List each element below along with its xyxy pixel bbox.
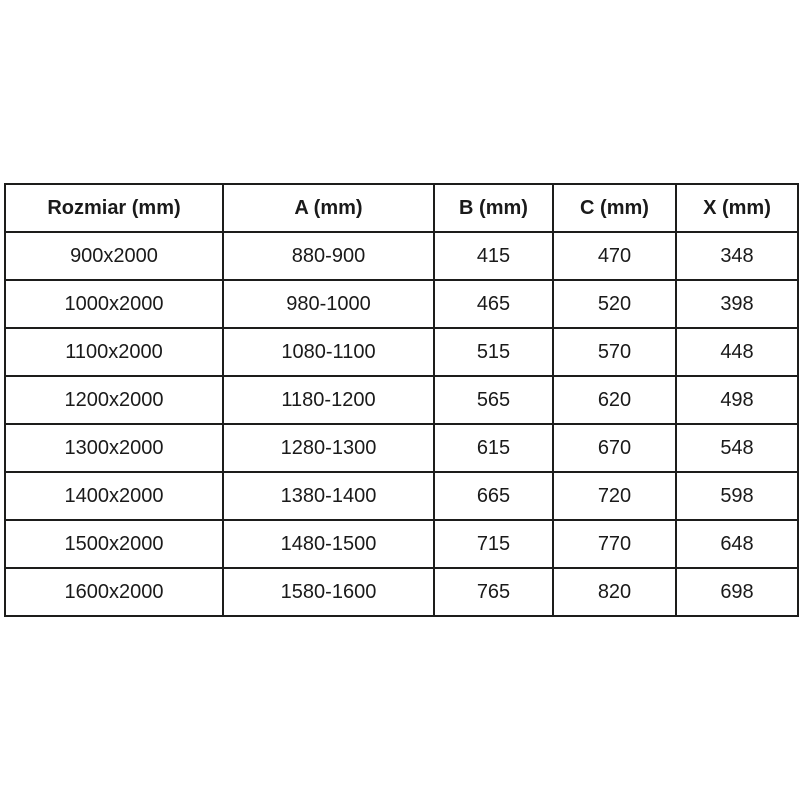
- table-row: [5, 568, 798, 616]
- column-header-x: X (mm): [676, 184, 798, 232]
- cell-rozmiar: 1300x2000: [5, 424, 223, 472]
- cell-b: 565: [434, 376, 553, 424]
- cell-x: 448: [676, 328, 798, 376]
- cell-x: 548: [676, 424, 798, 472]
- cell-x: 648: [676, 520, 798, 568]
- cell-x: 598: [676, 472, 798, 520]
- cell-a: 1280-1300: [223, 424, 434, 472]
- cell-c: 520: [553, 280, 676, 328]
- cell-rozmiar: 1100x2000: [5, 328, 223, 376]
- cell-a: 1580-1600: [223, 568, 434, 616]
- cell-b: 515: [434, 328, 553, 376]
- cell-c: 770: [553, 520, 676, 568]
- cell-b: 765: [434, 568, 553, 616]
- cell-c: 570: [553, 328, 676, 376]
- cell-a: 1380-1400: [223, 472, 434, 520]
- cell-rozmiar: 900x2000: [5, 232, 223, 280]
- cell-c: 620: [553, 376, 676, 424]
- cell-b: 715: [434, 520, 553, 568]
- cell-a: 1080-1100: [223, 328, 434, 376]
- column-header-b: B (mm): [434, 184, 553, 232]
- column-header-a: A (mm): [223, 184, 434, 232]
- table-row: [5, 328, 798, 376]
- cell-b: 465: [434, 280, 553, 328]
- cell-rozmiar: 1400x2000: [5, 472, 223, 520]
- table-row: [5, 376, 798, 424]
- cell-x: 698: [676, 568, 798, 616]
- cell-x: 498: [676, 376, 798, 424]
- cell-rozmiar: 1500x2000: [5, 520, 223, 568]
- cell-rozmiar: 1600x2000: [5, 568, 223, 616]
- cell-b: 615: [434, 424, 553, 472]
- cell-c: 720: [553, 472, 676, 520]
- column-header-c: C (mm): [553, 184, 676, 232]
- cell-rozmiar: 1000x2000: [5, 280, 223, 328]
- cell-a: 1480-1500: [223, 520, 434, 568]
- cell-a: 980-1000: [223, 280, 434, 328]
- cell-b: 665: [434, 472, 553, 520]
- cell-c: 670: [553, 424, 676, 472]
- cell-b: 415: [434, 232, 553, 280]
- cell-a: 880-900: [223, 232, 434, 280]
- cell-c: 470: [553, 232, 676, 280]
- table-row: [5, 472, 798, 520]
- cell-x: 348: [676, 232, 798, 280]
- table-row: [5, 280, 798, 328]
- size-specification-table: [4, 183, 799, 617]
- table-row: [5, 424, 798, 472]
- cell-a: 1180-1200: [223, 376, 434, 424]
- cell-c: 820: [553, 568, 676, 616]
- cell-x: 398: [676, 280, 798, 328]
- table-row: [5, 232, 798, 280]
- table-row: [5, 520, 798, 568]
- column-header-rozmiar: Rozmiar (mm): [5, 184, 223, 232]
- header-row: [5, 184, 798, 232]
- cell-rozmiar: 1200x2000: [5, 376, 223, 424]
